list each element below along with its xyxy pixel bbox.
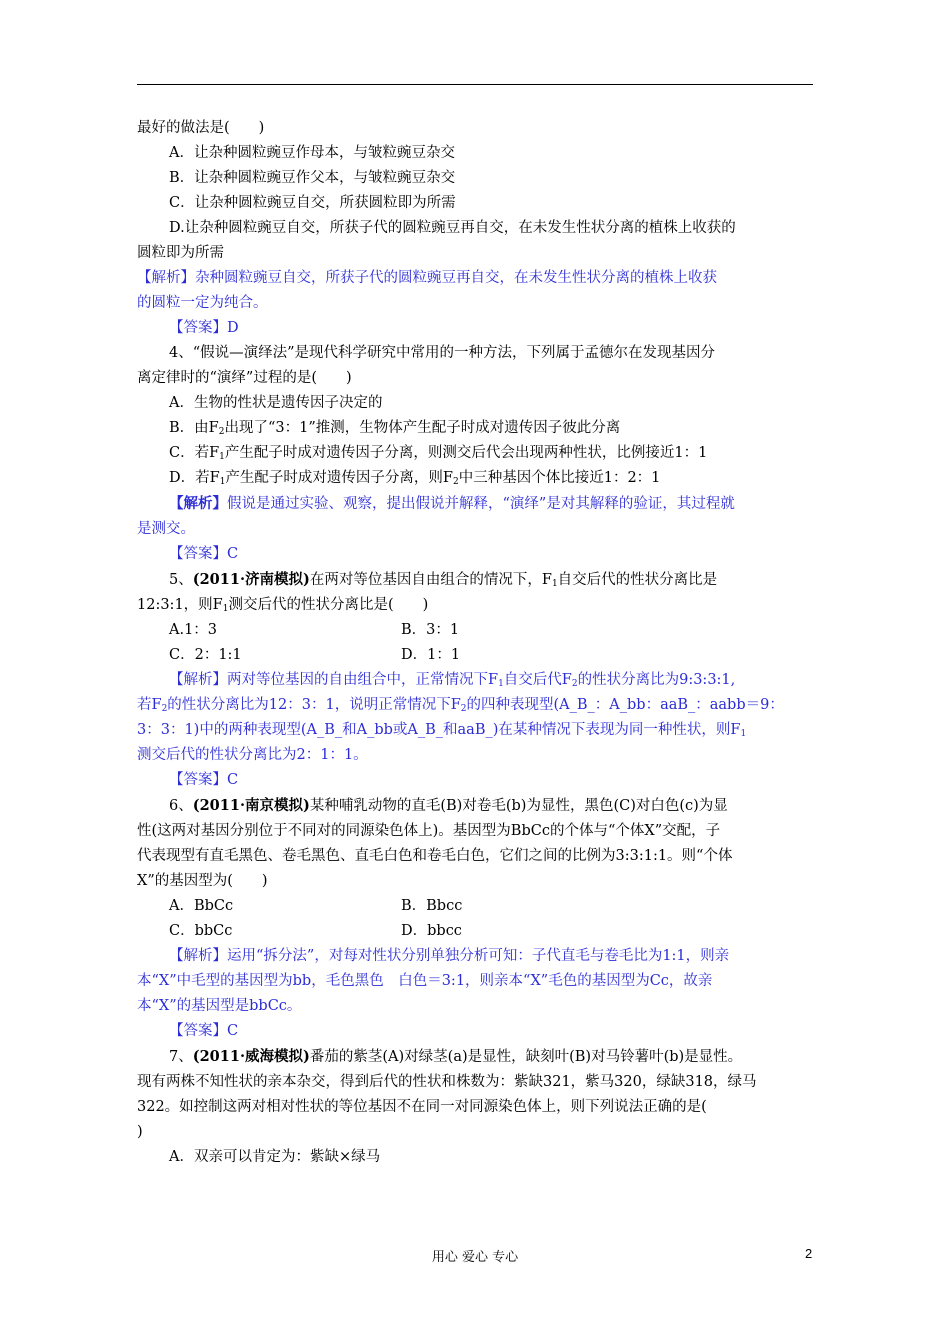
q3-analysis-line2: 的圆粒一定为纯合。 <box>137 295 268 311</box>
q4-c-pre: C．若F <box>169 445 220 461</box>
q3-analysis <box>137 266 815 291</box>
q4-analysis <box>137 491 815 517</box>
analysis-label: 【解析】 <box>169 672 227 688</box>
q6-stem-line4: X”的基因型为( ) <box>137 873 268 889</box>
q5-options-row2 <box>137 643 815 668</box>
footer-motto: 用心 爱心 专心 <box>431 1250 519 1265</box>
q5-a3-sub: 1 <box>740 729 747 739</box>
q5-a2-mid: 的性状分离比为12：3：1，说明正常情况下F <box>167 697 461 713</box>
q4-d-post: 中三种基因个体比接近1：2：1 <box>458 470 661 486</box>
q6-options-row2 <box>137 919 815 944</box>
q5-a2-sub: 2 <box>161 704 168 714</box>
q6-stem1: 某种哺乳动物的直毛(B)对卷毛(b)为显性，黑色(C)对白色(c)为显 <box>309 798 728 814</box>
q4-stem-line1: 4、“假说—演绎法”是现代科学研究中常用的一种方法，下列属于孟德尔在发现基因分 <box>169 345 716 361</box>
q3-option-d-line1: D.让杂种圆粒豌豆自交，所获子代的圆粒豌豆再自交，在未发生性状分离的植株上收获的 <box>169 220 736 236</box>
q3-option-a: A．让杂种圆粒豌豆作母本，与皱粒豌豆杂交 <box>169 145 455 161</box>
q5-stem2-sub: 1 <box>222 604 229 614</box>
q5-a1-post: 的性状分离比为9:3:3:1, <box>577 672 736 688</box>
question-4 <box>137 341 815 567</box>
q7-option-a: A．双亲可以肯定为：紫缺×绿马 <box>169 1149 381 1165</box>
header-rule <box>137 84 813 85</box>
q4-b-post: 出现了“3：1”推测，生物体产生配子时成对遗传因子彼此分离 <box>224 420 621 436</box>
q6-stem-line2: 性(这两对基因分别位于不同对的同源染色体上)。基因型为BbCc的个体与“个体X”交配，子 <box>137 823 721 839</box>
q5-option-a: A.1：3 <box>169 622 218 638</box>
q5-options-row1 <box>137 618 815 643</box>
q6-analysis-text: 运用“拆分法”，对每对性状分别单独分析可知：子代直毛与卷毛比为1:1，则亲 <box>227 948 730 964</box>
q7-stem-line1 <box>137 1044 815 1070</box>
answer-label: 【答案】 <box>169 546 227 562</box>
q5-source: (2011·济南模拟) <box>192 571 310 588</box>
q5-a1-mid: 自交后代F <box>503 672 572 688</box>
q7-stem-line3: 322。如控制这两对相对性状的等位基因不在同一对同源染色体上，则下列说法正确的是( <box>137 1099 707 1115</box>
analysis-label: 【解析】 <box>169 948 227 964</box>
question-6 <box>137 793 815 1044</box>
analysis-label: 【解析】 <box>169 495 227 512</box>
q4-option-a: A．生物的性状是遗传因子决定的 <box>169 395 383 411</box>
question-7 <box>137 1044 815 1170</box>
q5-a2-post: 的四种表现型(A_B_：A_bb：aaB_：aabb＝9： <box>466 697 784 713</box>
q5-option-c: C．2：1:1 <box>169 647 242 663</box>
q6-number: 6、 <box>169 798 193 814</box>
q5-stem2-post: 测交后代的性状分离比是( ) <box>228 597 429 613</box>
q5-answer <box>137 768 815 793</box>
q5-stem-line2 <box>137 593 815 618</box>
q6-option-c: C．bbCc <box>169 923 233 939</box>
q3-stem: 最好的做法是( ) <box>137 120 265 136</box>
q6-stem-line3: 代表现型有直毛黑色、卷毛黑色、直毛白色和卷毛白色，它们之间的比例为3:3:1:1。则“个体 <box>137 848 733 864</box>
q6-answer <box>137 1019 815 1044</box>
q5-analysis-line4: 测交后代的性状分离比为2：1：1。 <box>137 747 368 763</box>
q5-a1-sub: 1 <box>498 679 504 689</box>
q4-analysis-line2: 是测交。 <box>137 521 195 537</box>
q6-stem-line1 <box>137 793 815 819</box>
q5-option-d: D．1：1 <box>401 647 461 663</box>
q4-analysis-text: 假说是通过实验、观察，提出假说并解释，“演绎”是对其解释的验证，其过程就 <box>227 496 735 512</box>
document-body <box>137 116 815 1170</box>
q4-answer-value: C <box>227 546 239 562</box>
answer-label: 【答案】 <box>169 1023 227 1039</box>
q4-b-sub: 2 <box>218 427 225 437</box>
q5-stem2-pre: 12:3:1，则F <box>137 597 223 613</box>
q3-option-d-line2: 圆粒即为所需 <box>137 245 224 261</box>
q4-d-mid: 产生配子时成对遗传因子分离，则F <box>225 470 453 486</box>
answer-label: 【答案】 <box>169 320 227 336</box>
q7-stem1: 番茄的紫茎(A)对绿茎(a)是显性，缺刻叶(B)对马铃薯叶(b)是显性。 <box>309 1049 743 1065</box>
q4-b-pre: B．由F <box>169 420 219 436</box>
q3-answer-value: D <box>227 320 239 336</box>
q4-c-post: 产生配子时成对遗传因子分离，则测交后代会出现两种性状，比例接近1：1 <box>224 445 708 461</box>
q5-a1-pre: 两对等位基因的自由组合中，正常情况下F <box>227 672 499 688</box>
q5-stem-line1 <box>137 567 815 593</box>
q3-answer <box>137 316 815 341</box>
q7-source: (2011·威海模拟) <box>192 1048 310 1065</box>
analysis-label: 【解析】 <box>137 270 195 286</box>
q7-number: 7、 <box>169 1049 193 1065</box>
q5-stem1-pre: 在两对等位基因自由组合的情况下，F <box>309 572 552 588</box>
q4-option-b <box>137 416 815 441</box>
q5-a2-sub2: 2 <box>460 704 467 714</box>
answer-label: 【答案】 <box>169 772 227 788</box>
q5-stem1-post: 自交后代的性状分离比是 <box>557 572 718 588</box>
q4-answer <box>137 542 815 567</box>
q5-answer-value: C <box>227 772 239 788</box>
q7-stem-line2: 现有两株不知性状的亲本杂交，得到后代的性状和株数为：紫缺321，紫马320，绿缺318，绿马 <box>137 1074 757 1090</box>
q4-d-sub2: 2 <box>452 477 459 487</box>
q5-analysis-line2 <box>137 693 815 718</box>
q6-source: (2011·南京模拟) <box>192 797 310 814</box>
q5-stem1-sub: 1 <box>551 579 558 589</box>
question-5 <box>137 567 815 793</box>
q5-analysis-line3 <box>137 718 815 743</box>
question-3 <box>137 116 815 341</box>
q4-d-pre: D．若F <box>169 470 220 486</box>
q6-analysis-line3: 本“X”的基因型是bbCc。 <box>137 998 302 1014</box>
q6-option-a: A．BbCc <box>169 898 234 914</box>
q6-analysis-line2: 本“X”中毛型的基因型为bb，毛色黑色 白色＝3:1，则亲本“X”毛色的基因型为Cc，故亲 <box>137 973 713 989</box>
q6-option-b: B．Bbcc <box>401 898 463 914</box>
q4-option-c <box>137 441 815 466</box>
q4-option-d <box>137 466 815 491</box>
q3-option-b: B．让杂种圆粒豌豆作父本，与皱粒豌豆杂交 <box>169 170 456 186</box>
q5-a3: 3：3：1)中的两种表现型(A_B_和A_bb或A_B_和aaB_)在某种情况下表现为同一种性状，则F <box>137 722 741 738</box>
q6-answer-value: C <box>227 1023 239 1039</box>
q5-number: 5、 <box>169 572 193 588</box>
q6-option-d: D．bbcc <box>401 923 462 939</box>
q4-stem-line2: 离定律时的“演绎”过程的是( ) <box>137 370 352 386</box>
q5-option-b: B．3：1 <box>401 622 460 638</box>
q5-analysis <box>137 668 815 693</box>
q6-analysis <box>137 944 815 969</box>
q3-option-c: C．让杂种圆粒豌豆自交，所获圆粒即为所需 <box>169 195 456 211</box>
q5-a2-pre: 若F <box>137 697 162 713</box>
q5-a1-sub2: 2 <box>571 679 578 689</box>
q4-d-sub: 1 <box>219 477 226 487</box>
q3-analysis-text: 杂种圆粒豌豆自交，所获子代的圆粒豌豆再自交，在未发生性状分离的植株上收获 <box>195 270 717 286</box>
q6-options-row1 <box>137 894 815 919</box>
page-number: 2 <box>805 1246 813 1261</box>
q7-stem-line4: ) <box>137 1124 143 1140</box>
q4-c-sub: 1 <box>219 452 225 462</box>
